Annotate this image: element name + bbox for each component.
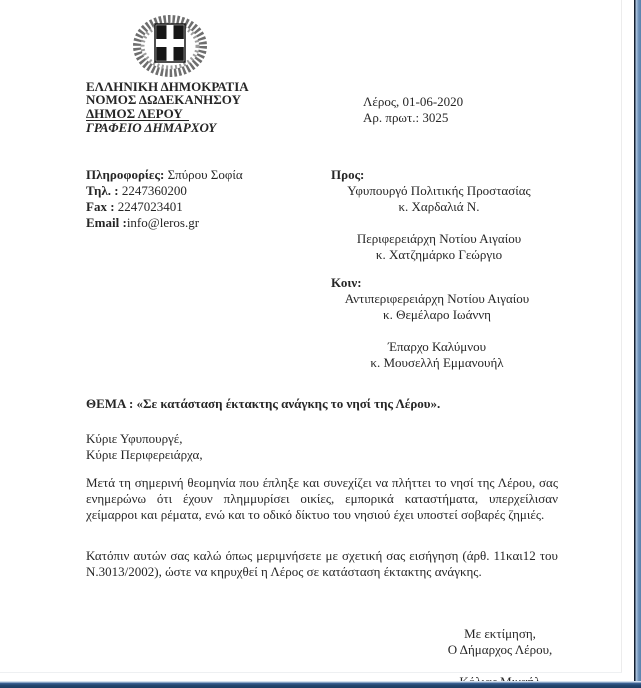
cc-heading: Κοιν: (331, 275, 362, 290)
recipients-heading: Προς: (331, 167, 365, 182)
email-row: Email :info@leros.gr (86, 215, 200, 230)
letterhead-office: ΓΡΑΦΕΙΟ ΔΗΜΑΡΧΟΥ (86, 120, 217, 136)
cc-line: κ. Θεμέλαρο Ιωάννη (383, 307, 491, 322)
email-address: info@leros.gr (126, 215, 200, 230)
fax-row: Fax : 2247023401 (86, 199, 183, 214)
reference-block (363, 94, 463, 126)
window-bottom-border[interactable] (0, 681, 641, 688)
body-paragraph-2: Κατόπιν αυτών σας καλώ όπως μεριμνήσετε με σχετική σας εισήγηση (άρθ. 11και12 του Ν.3013/2002), ώστε να κηρυχθεί η Λέρος σε κατάσταση έκτακτης ανάγκης. (86, 548, 558, 579)
closing-block (400, 626, 600, 688)
recipient-line: Υφυπουργό Πολιτικής Προστασίας (347, 183, 531, 198)
salutation-line: Κύριε Περιφερειάρχα, (86, 447, 203, 462)
letterhead-municipality: ΔΗΜΟΣ ΛΕΡΟΥ (86, 107, 189, 121)
cc-block (331, 275, 543, 371)
letterhead-prefecture: ΝΟΜΟΣ ΔΩΔΕΚΑΝΗΣΟΥ (86, 92, 241, 108)
salutation (86, 431, 203, 463)
closing-title: Ο Δήμαρχος Λέρου, (447, 642, 553, 657)
recipient-line: Περιφερειάρχη Νοτίου Αιγαίου (356, 231, 522, 246)
spacer (331, 215, 547, 231)
salutation-line: Κύριε Υφυπουργέ, (86, 431, 183, 446)
recipient-line: κ. Χαρδαλιά Ν. (398, 199, 480, 214)
cc-line: Αντιπεριφερειάρχη Νοτίου Αιγαίου (344, 291, 530, 306)
contact-person-row: Πληροφορίες: Σπύρου Σοφία (86, 167, 243, 182)
recipients-block (331, 167, 547, 263)
phone-row: Τηλ. : 2247360200 (86, 183, 187, 198)
recipient-line: κ. Χατζημάρκο Γεώργιο (375, 247, 503, 262)
window-right-border[interactable] (633, 0, 641, 688)
page-right-edge (621, 0, 622, 673)
contact-info (86, 167, 243, 231)
subject-line: ΘΕΜΑ : «Σε κατάσταση έκτακτης ανάγκης το νησί της Λέρου». (86, 396, 441, 411)
spacer (331, 323, 543, 339)
cc-line: Έπαρχο Καλύμνου (387, 339, 487, 354)
closing-line: Με εκτίμηση, (464, 626, 536, 641)
body-paragraph-1: Μετά τη σημερινή θεομηνία που έπληξε και συνεχίζει να πλήττει το νησί της Λέρου, σας ενημερώνω ότι έχουν πλημμυρίσει οικίες, εμπορικά καταστήματα, υπερχείλισαν χείμαρροι και ρέματα, ενώ και το οδικό δίκτυο του νησιού έχει υποστεί σοβαρές ζημιές. (86, 475, 558, 522)
page-bottom-edge (0, 672, 622, 673)
cc-line: κ. Μουσελλή Εμμανουήλ (370, 355, 504, 370)
greek-coat-of-arms-icon (123, 13, 217, 77)
letterhead (86, 80, 249, 135)
protocol-number: Αρ. πρωτ.: 3025 (363, 110, 449, 125)
letterhead-republic: ΕΛΛΗΝΙΚΗ ΔΗΜΟΚΡΑΤΙΑ (86, 79, 249, 94)
place-date: Λέρος, 01-06-2020 (363, 94, 464, 109)
